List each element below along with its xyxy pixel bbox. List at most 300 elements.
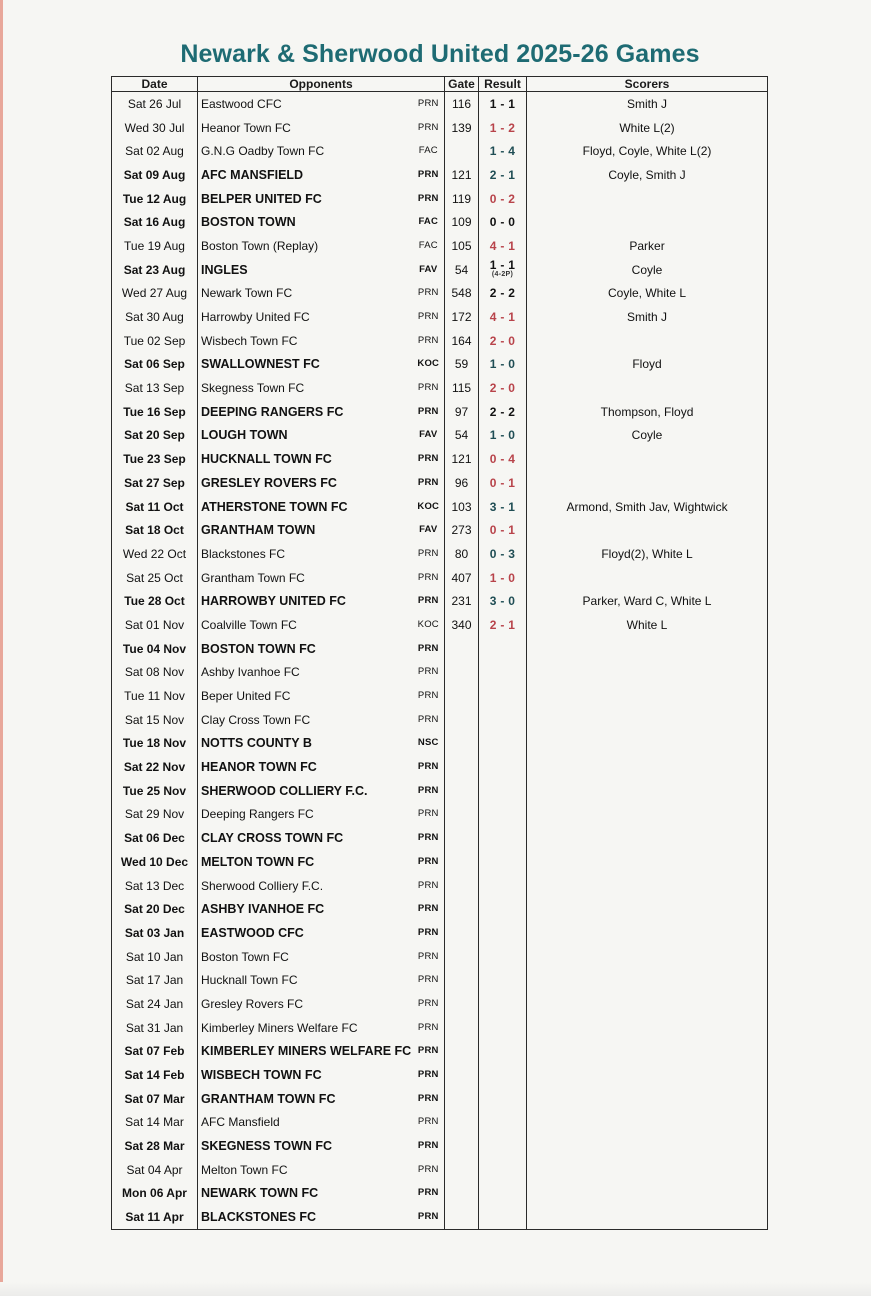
table-row	[112, 803, 768, 827]
fixture-competition: PRN	[413, 1158, 445, 1182]
fixture-competition: PRN	[413, 992, 445, 1016]
fixture-gate: 54	[445, 258, 479, 282]
fixture-result	[479, 1134, 527, 1158]
fixture-opponent: Hucknall Town FC	[201, 973, 298, 988]
table-row	[112, 708, 768, 732]
fixture-date: Sat 08 Nov	[112, 661, 198, 685]
fixture-date: Sat 09 Aug	[112, 163, 198, 187]
table-row	[112, 1158, 768, 1182]
fixture-result	[479, 968, 527, 992]
fixture-gate	[445, 874, 479, 898]
fixture-date: Sat 04 Apr	[112, 1158, 198, 1182]
fixture-scorers	[527, 708, 768, 732]
fixture-competition: FAC	[413, 210, 445, 234]
fixture-date: Sat 06 Dec	[112, 826, 198, 850]
fixture-competition: KOC	[413, 613, 445, 637]
fixture-date: Mon 06 Apr	[112, 1182, 198, 1206]
fixture-result	[479, 1063, 527, 1087]
table-row	[112, 1111, 768, 1135]
opponents-header: Opponents	[198, 77, 445, 92]
fixture-gate	[445, 1111, 479, 1135]
fixture-gate	[445, 850, 479, 874]
fixture-date: Sat 28 Mar	[112, 1134, 198, 1158]
fixture-opponent: MELTON TOWN FC	[201, 854, 315, 869]
fixture-competition: FAV	[413, 424, 445, 448]
fixture-competition: PRN	[413, 282, 445, 306]
fixture-gate: 139	[445, 116, 479, 140]
fixture-opponent: NEWARK TOWN FC	[201, 1186, 319, 1201]
table-row	[112, 139, 768, 163]
fixture-competition: NSC	[413, 732, 445, 756]
fixture-result: 1 - 0	[479, 353, 527, 377]
fixture-scorers	[527, 1063, 768, 1087]
fixture-gate	[445, 661, 479, 685]
fixture-gate	[445, 732, 479, 756]
fixture-result	[479, 779, 527, 803]
fixture-gate: 172	[445, 305, 479, 329]
fixture-opponent: Grantham Town FC	[201, 570, 305, 585]
fixture-competition: FAV	[413, 258, 445, 282]
fixture-date: Sat 17 Jan	[112, 968, 198, 992]
table-row	[112, 376, 768, 400]
fixture-date: Sat 30 Aug	[112, 305, 198, 329]
table-row	[112, 968, 768, 992]
fixture-competition: PRN	[413, 755, 445, 779]
table-row	[112, 850, 768, 874]
fixture-competition: PRN	[413, 1087, 445, 1111]
table-row	[112, 1040, 768, 1064]
fixture-result	[479, 897, 527, 921]
table-row	[112, 116, 768, 140]
fixture-opponent: KIMBERLEY MINERS WELFARE FC	[201, 1044, 412, 1059]
fixture-gate: 59	[445, 353, 479, 377]
table-row	[112, 282, 768, 306]
fixture-scorers	[527, 732, 768, 756]
fixture-opponent: BOSTON TOWN FC	[201, 641, 316, 656]
fixture-opponent: DEEPING RANGERS FC	[201, 404, 344, 419]
fixture-competition: PRN	[413, 1134, 445, 1158]
fixture-result: 2 - 2	[479, 400, 527, 424]
fixture-date: Sat 26 Jul	[112, 92, 198, 116]
fixture-scorers: Parker, Ward C, White L	[582, 594, 712, 609]
table-row	[112, 258, 768, 282]
fixture-competition: PRN	[413, 637, 445, 661]
fixture-result: 0 - 1	[479, 518, 527, 542]
fixture-competition: PRN	[413, 376, 445, 400]
fixture-date: Sat 07 Feb	[112, 1040, 198, 1064]
table-row	[112, 234, 768, 258]
fixture-scorers	[527, 1111, 768, 1135]
fixture-date: Tue 18 Nov	[112, 732, 198, 756]
fixture-competition: PRN	[413, 1182, 445, 1206]
fixture-opponent: Melton Town FC	[201, 1162, 288, 1177]
fixture-opponent: BELPER UNITED FC	[201, 191, 322, 206]
fixture-date: Tue 19 Aug	[112, 234, 198, 258]
page-edge	[0, 0, 3, 1296]
fixture-opponent: GRANTHAM TOWN	[201, 523, 316, 538]
result-header: Result	[479, 77, 527, 92]
fixture-date: Sat 02 Aug	[112, 139, 198, 163]
fixture-opponent: Beper United FC	[201, 689, 291, 704]
fixture-date: Sat 29 Nov	[112, 803, 198, 827]
fixture-scorers: Floyd(2), White L	[601, 546, 693, 561]
fixture-gate	[445, 684, 479, 708]
fixture-date: Sat 01 Nov	[112, 613, 198, 637]
table-row	[112, 1063, 768, 1087]
fixture-competition: PRN	[413, 116, 445, 140]
fixture-opponent: Heanor Town FC	[201, 120, 291, 135]
fixture-opponent: WISBECH TOWN FC	[201, 1068, 322, 1083]
fixture-opponent: BOSTON TOWN	[201, 215, 296, 230]
fixture-opponent: Boston Town FC	[201, 949, 289, 964]
fixture-gate: 548	[445, 282, 479, 306]
fixture-opponent: LOUGH TOWN	[201, 428, 288, 443]
fixture-competition: PRN	[413, 968, 445, 992]
fixture-competition: PRN	[413, 92, 445, 116]
fixture-competition: KOC	[413, 353, 445, 377]
fixture-gate: 80	[445, 542, 479, 566]
fixture-scorers: Coyle, Smith J	[608, 167, 686, 182]
fixture-competition: PRN	[413, 447, 445, 471]
fixture-competition: KOC	[413, 495, 445, 519]
table-row	[112, 992, 768, 1016]
fixture-date: Sat 23 Aug	[112, 258, 198, 282]
fixture-gate: 115	[445, 376, 479, 400]
fixture-scorers	[527, 1205, 768, 1229]
table-row	[112, 495, 768, 519]
fixture-gate	[445, 1016, 479, 1040]
table-row	[112, 1134, 768, 1158]
table-row	[112, 353, 768, 377]
table-row	[112, 447, 768, 471]
fixture-gate: 273	[445, 518, 479, 542]
table-row	[112, 542, 768, 566]
fixture-date: Sat 14 Mar	[112, 1111, 198, 1135]
fixture-opponent: Eastwood CFC	[201, 96, 282, 111]
fixture-gate: 103	[445, 495, 479, 519]
fixture-gate	[445, 779, 479, 803]
fixture-gate: 116	[445, 92, 479, 116]
fixture-date: Sat 15 Nov	[112, 708, 198, 732]
fixture-scorers	[527, 992, 768, 1016]
fixture-gate	[445, 1087, 479, 1111]
fixture-result	[479, 1182, 527, 1206]
fixture-result	[479, 684, 527, 708]
fixture-scorers	[527, 447, 768, 471]
fixture-opponent: Sherwood Colliery F.C.	[201, 878, 324, 893]
fixture-date: Tue 25 Nov	[112, 779, 198, 803]
table-row	[112, 305, 768, 329]
fixture-date: Tue 23 Sep	[112, 447, 198, 471]
fixture-result	[479, 921, 527, 945]
fixture-gate: 119	[445, 187, 479, 211]
header-row	[112, 77, 768, 92]
fixture-result	[479, 1205, 527, 1229]
fixture-date: Tue 04 Nov	[112, 637, 198, 661]
fixture-result	[479, 826, 527, 850]
fixture-gate	[445, 1040, 479, 1064]
fixture-gate	[445, 708, 479, 732]
fixture-result	[479, 1087, 527, 1111]
table-row	[112, 874, 768, 898]
fixture-scorers: Coyle	[631, 428, 663, 443]
fixture-date: Sat 22 Nov	[112, 755, 198, 779]
fixture-result	[479, 637, 527, 661]
fixture-scorers	[527, 684, 768, 708]
fixture-gate: 54	[445, 424, 479, 448]
fixture-date: Sat 31 Jan	[112, 1016, 198, 1040]
fixture-result	[479, 803, 527, 827]
fixture-date: Sat 13 Dec	[112, 874, 198, 898]
fixture-opponent: AFC MANSFIELD	[201, 167, 304, 182]
table-row	[112, 187, 768, 211]
table-body	[112, 92, 768, 1230]
fixture-opponent: G.N.G Oadby Town FC	[201, 144, 325, 159]
fixture-result: 0 - 1	[479, 471, 527, 495]
fixture-result	[479, 850, 527, 874]
fixture-result	[479, 1040, 527, 1064]
fixture-opponent: BLACKSTONES FC	[201, 1210, 317, 1225]
fixture-gate	[445, 1063, 479, 1087]
fixture-opponent: GRANTHAM TOWN FC	[201, 1091, 336, 1106]
fixture-competition: FAV	[413, 518, 445, 542]
fixture-gate	[445, 1134, 479, 1158]
fixture-result	[479, 945, 527, 969]
gate-header: Gate	[445, 77, 479, 92]
fixture-result: 1 - 0	[479, 566, 527, 590]
fixture-gate: 164	[445, 329, 479, 353]
fixture-gate: 121	[445, 447, 479, 471]
fixture-date: Sat 03 Jan	[112, 921, 198, 945]
fixture-gate: 231	[445, 589, 479, 613]
fixture-opponent: AFC Mansfield	[201, 1115, 280, 1130]
fixture-result: 2 - 2	[479, 282, 527, 306]
fixture-opponent: Blackstones FC	[201, 546, 286, 561]
table-row	[112, 661, 768, 685]
table-row	[112, 210, 768, 234]
table-row	[112, 945, 768, 969]
fixture-opponent: SHERWOOD COLLIERY F.C.	[201, 783, 368, 798]
fixture-table	[111, 76, 768, 1230]
page-bottom-shadow	[0, 1282, 871, 1296]
table-row	[112, 566, 768, 590]
fixture-opponent: Harrowby United FC	[201, 310, 310, 325]
fixture-opponent: Gresley Rovers FC	[201, 996, 304, 1011]
fixture-scorers	[527, 376, 768, 400]
fixture-date: Sat 27 Sep	[112, 471, 198, 495]
fixture-opponent: NOTTS COUNTY B	[201, 736, 312, 751]
table-row	[112, 1087, 768, 1111]
table-row	[112, 732, 768, 756]
fixture-scorers	[527, 1016, 768, 1040]
scorers-header: Scorers	[527, 77, 768, 92]
fixture-competition: PRN	[413, 329, 445, 353]
table-row	[112, 424, 768, 448]
fixture-competition: FAC	[413, 234, 445, 258]
fixture-date: Wed 22 Oct	[112, 542, 198, 566]
fixture-result: 1 - 1	[479, 92, 527, 116]
fixture-scorers	[527, 874, 768, 898]
fixture-scorers: Parker	[629, 238, 665, 253]
fixture-scorers: Coyle, White L	[608, 286, 687, 301]
fixture-date: Wed 30 Jul	[112, 116, 198, 140]
fixture-result: 4 - 1	[479, 234, 527, 258]
fixture-date: Wed 27 Aug	[112, 282, 198, 306]
fixture-scorers	[527, 826, 768, 850]
fixture-result	[479, 1111, 527, 1135]
table-row	[112, 163, 768, 187]
fixture-competition: PRN	[413, 921, 445, 945]
fixture-result	[479, 661, 527, 685]
fixture-result: 3 - 0	[479, 589, 527, 613]
fixture-date: Sat 13 Sep	[112, 376, 198, 400]
fixture-competition: PRN	[413, 1063, 445, 1087]
table-row	[112, 1182, 768, 1206]
fixture-date: Sat 14 Feb	[112, 1063, 198, 1087]
fixture-opponent: Clay Cross Town FC	[201, 712, 311, 727]
fixture-gate	[445, 826, 479, 850]
table-row	[112, 637, 768, 661]
fixture-scorers	[527, 1040, 768, 1064]
fixture-scorers: Thompson, Floyd	[600, 404, 694, 419]
table-row	[112, 518, 768, 542]
fixture-result: 2 - 0	[479, 376, 527, 400]
fixture-date: Sat 10 Jan	[112, 945, 198, 969]
fixture-scorers	[527, 1087, 768, 1111]
fixture-scorers	[527, 803, 768, 827]
fixture-result: 1 - 0	[479, 424, 527, 448]
fixture-gate	[445, 1182, 479, 1206]
fixture-scorers	[527, 661, 768, 685]
fixture-date: Wed 10 Dec	[112, 850, 198, 874]
table-row	[112, 779, 768, 803]
fixture-gate: 97	[445, 400, 479, 424]
fixture-date: Sat 24 Jan	[112, 992, 198, 1016]
fixture-opponent: SWALLOWNEST FC	[201, 357, 320, 372]
fixture-date: Tue 02 Sep	[112, 329, 198, 353]
fixture-opponent: INGLES	[201, 262, 248, 277]
fixture-gate	[445, 945, 479, 969]
fixture-result	[479, 258, 527, 282]
fixture-result	[479, 732, 527, 756]
fixture-scorers	[527, 1158, 768, 1182]
fixture-result: 2 - 1	[479, 163, 527, 187]
fixture-scorers	[527, 1182, 768, 1206]
date-header: Date	[112, 77, 198, 92]
fixture-date: Sat 20 Sep	[112, 424, 198, 448]
fixture-scorers	[527, 566, 768, 590]
fixture-date: Sat 11 Oct	[112, 495, 198, 519]
fixture-scorers	[527, 968, 768, 992]
fixture-competition: PRN	[413, 542, 445, 566]
fixture-scorers	[527, 329, 768, 353]
fixture-result: 2 - 0	[479, 329, 527, 353]
fixture-result: 3 - 1	[479, 495, 527, 519]
fixture-gate: 340	[445, 613, 479, 637]
fixture-competition: PRN	[413, 1016, 445, 1040]
fixture-date: Tue 12 Aug	[112, 187, 198, 211]
fixture-result: 0 - 2	[479, 187, 527, 211]
fixture-date: Sat 11 Apr	[112, 1205, 198, 1229]
fixture-gate: 121	[445, 163, 479, 187]
fixture-date: Tue 28 Oct	[112, 589, 198, 613]
fixture-gate	[445, 968, 479, 992]
fixture-opponent: Boston Town (Replay)	[201, 238, 319, 253]
table-row	[112, 400, 768, 424]
fixture-result: 0 - 4	[479, 447, 527, 471]
fixture-scorers: Armond, Smith Jav, Wightwick	[566, 499, 728, 514]
fixture-gate: 109	[445, 210, 479, 234]
table-row	[112, 589, 768, 613]
fixture-competition: PRN	[413, 1111, 445, 1135]
fixture-competition: PRN	[413, 1040, 445, 1064]
fixture-opponent: Wisbech Town FC	[201, 333, 298, 348]
fixture-gate	[445, 897, 479, 921]
fixture-scorers	[527, 945, 768, 969]
fixture-opponent: Deeping Rangers FC	[201, 807, 314, 822]
fixture-competition: PRN	[413, 589, 445, 613]
fixture-gate	[445, 1205, 479, 1229]
fixture-result	[479, 755, 527, 779]
table-row	[112, 471, 768, 495]
fixture-date: Sat 16 Aug	[112, 210, 198, 234]
fixture-competition: PRN	[413, 400, 445, 424]
fixture-competition: PRN	[413, 803, 445, 827]
fixture-scorers	[527, 755, 768, 779]
fixture-opponent: GRESLEY ROVERS FC	[201, 475, 337, 490]
fixture-scorers	[527, 637, 768, 661]
fixture-result: 1 - 4	[479, 139, 527, 163]
fixture-competition: PRN	[413, 874, 445, 898]
fixture-scorers: White L(2)	[619, 120, 675, 135]
fixture-result	[479, 1158, 527, 1182]
fixture-result	[479, 708, 527, 732]
fixture-gate	[445, 1158, 479, 1182]
fixture-scorers	[527, 779, 768, 803]
table-row	[112, 1016, 768, 1040]
fixture-result	[479, 1016, 527, 1040]
fixture-scorers: Coyle	[631, 262, 663, 277]
result-score: 1 - 1	[489, 258, 516, 273]
fixture-scorers: Smith J	[627, 96, 668, 111]
fixture-scorers	[527, 187, 768, 211]
fixture-date: Sat 20 Dec	[112, 897, 198, 921]
fixture-opponent: CLAY CROSS TOWN FC	[201, 831, 344, 846]
fixture-result: 4 - 1	[479, 305, 527, 329]
fixture-opponent: Newark Town FC	[201, 286, 293, 301]
fixture-competition: PRN	[413, 945, 445, 969]
fixture-competition: PRN	[413, 566, 445, 590]
fixture-opponent: HEANOR TOWN FC	[201, 760, 317, 775]
fixture-opponent: Skegness Town FC	[201, 381, 305, 396]
fixture-date: Sat 18 Oct	[112, 518, 198, 542]
fixture-competition: PRN	[413, 897, 445, 921]
fixture-opponent: ATHERSTONE TOWN FC	[201, 499, 348, 514]
fixture-scorers: White L	[626, 617, 668, 632]
fixture-competition: PRN	[413, 163, 445, 187]
fixture-scorers	[527, 471, 768, 495]
fixture-gate	[445, 803, 479, 827]
fixture-opponent: Coalville Town FC	[201, 617, 297, 632]
page-title: Newark & Sherwood United 2025-26 Games	[180, 40, 700, 68]
fixture-opponent: SKEGNESS TOWN FC	[201, 1139, 333, 1154]
fixture-competition: PRN	[413, 305, 445, 329]
fixture-competition: FAC	[413, 139, 445, 163]
table-row	[112, 826, 768, 850]
fixture-opponent: EASTWOOD CFC	[201, 925, 304, 940]
fixture-competition: PRN	[413, 471, 445, 495]
fixture-gate	[445, 921, 479, 945]
